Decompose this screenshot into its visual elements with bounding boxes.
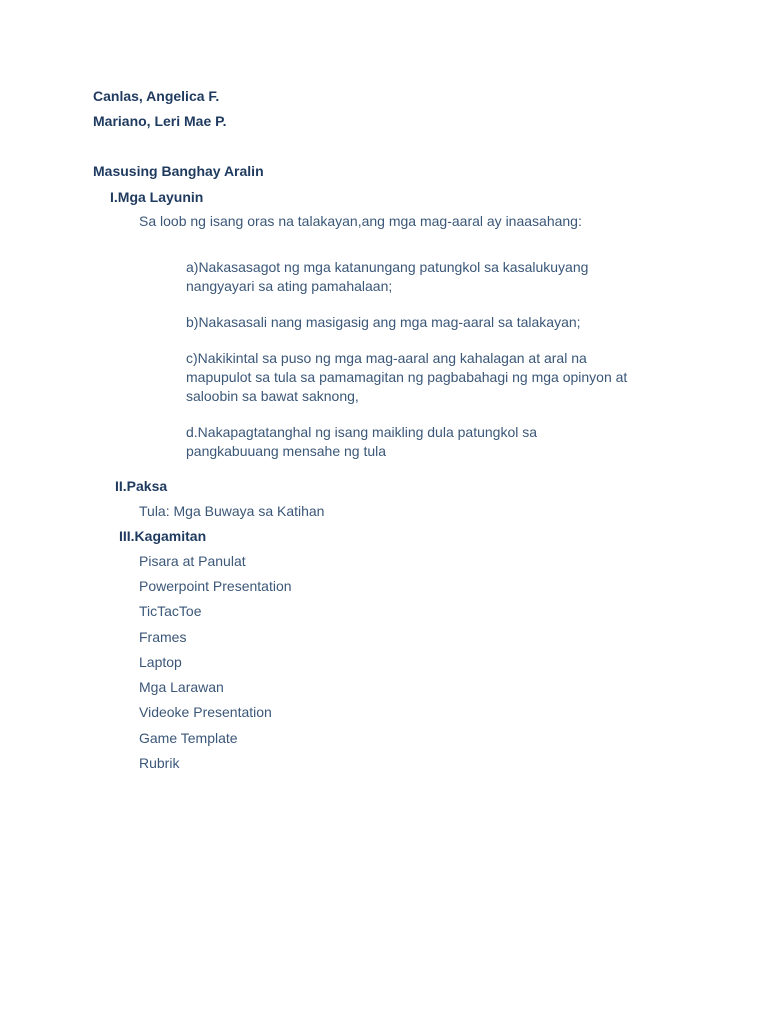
objective-line: mapupulot sa tula sa pamamagitan ng pagbabahagi ng mga opinyon at <box>186 369 628 385</box>
objective-item <box>186 423 537 461</box>
objective-item <box>186 349 627 406</box>
material-item: Powerpoint Presentation <box>139 578 292 594</box>
material-item: TicTacToe <box>139 603 202 619</box>
objective-line: saloobin sa bawat saknong, <box>186 388 359 404</box>
objective-line: d.Nakapagtatanghal ng isang maikling dula patungkol sa <box>186 424 538 440</box>
author-2: Mariano, Leri Mae P. <box>93 113 227 129</box>
author-1: Canlas, Angelica F. <box>93 88 220 104</box>
topic-text: Tula: Mga Buwaya sa Katihan <box>139 503 325 519</box>
material-item: Frames <box>139 629 187 645</box>
material-item: Videoke Presentation <box>139 704 272 720</box>
material-item: Pisara at Panulat <box>139 553 246 569</box>
material-item: Laptop <box>139 654 182 670</box>
material-item: Game Template <box>139 730 238 746</box>
section-heading-kagamitan: III.Kagamitan <box>119 528 207 544</box>
objectives-intro: Sa loob ng isang oras na talakayan,ang mga mag-aaral ay inaasahang: <box>139 213 582 229</box>
objective-line: b)Nakasasali nang masigasig ang mga mag-aaral sa talakayan; <box>186 314 581 330</box>
objective-item <box>186 258 588 296</box>
objective-line: nangyayari sa ating pamahalaan; <box>186 278 393 294</box>
document-title: Masusing Banghay Aralin <box>93 163 264 179</box>
section-heading-layunin: I.Mga Layunin <box>110 189 204 205</box>
material-item: Mga Larawan <box>139 679 224 695</box>
objective-line: c)Nakikintal sa puso ng mga mag-aaral ang kahalagan at aral na <box>186 350 587 366</box>
section-heading-paksa: II.Paksa <box>115 478 168 494</box>
objective-line: a)Nakasasagot ng mga katanungang patungkol sa kasalukuyang <box>186 259 589 275</box>
objective-item <box>186 313 581 332</box>
objective-line: pangkabuuang mensahe ng tula <box>186 443 387 459</box>
material-item: Rubrik <box>139 755 180 771</box>
